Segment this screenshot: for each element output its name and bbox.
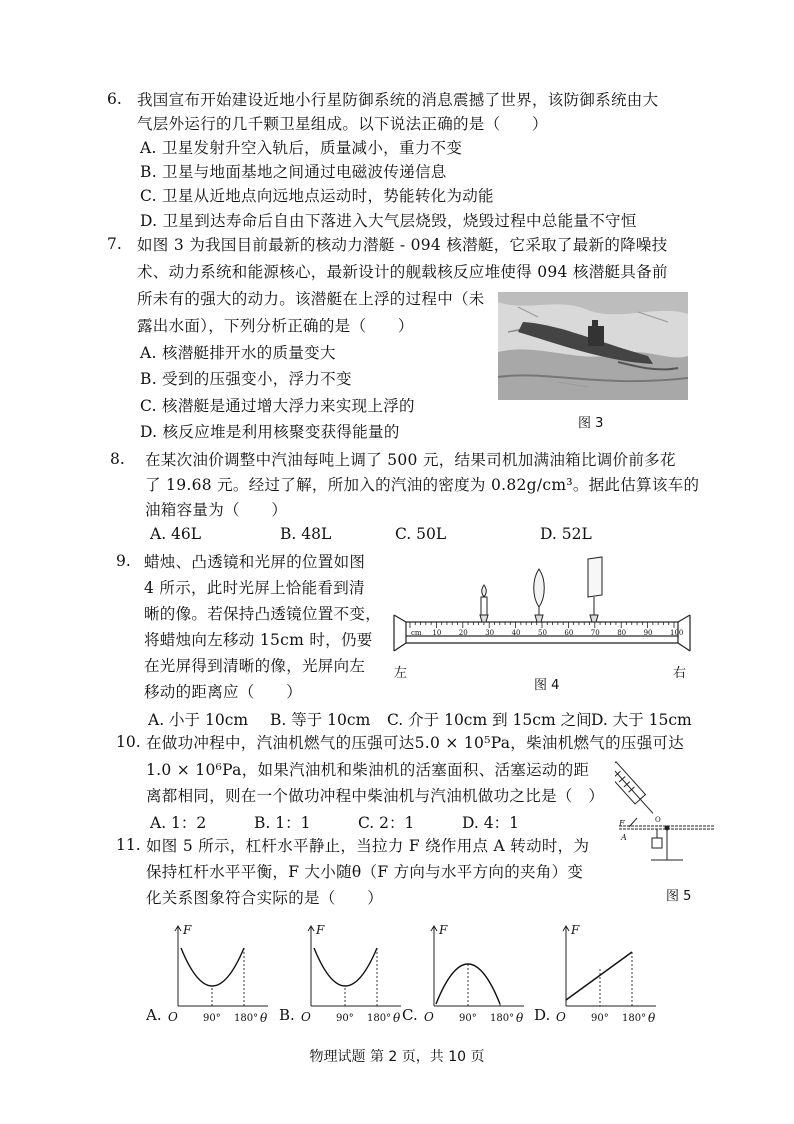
f-curve xyxy=(181,948,244,986)
q10-option-c: C. 2：1 xyxy=(358,814,415,832)
q9-stem-line4: 将蜡烛向左移动 15cm 时，仍要 xyxy=(144,631,373,649)
tick-90-label: 90° xyxy=(203,1013,221,1024)
svg-text:O: O xyxy=(655,816,661,824)
q8-stem-line3: 油箱容量为（ ） xyxy=(145,501,288,519)
f-theta-graph-d xyxy=(528,918,663,1030)
lever-figure xyxy=(615,758,720,868)
q10-option-b: B. 1：1 xyxy=(254,814,311,832)
q9-option-c: C. 介于 10cm 到 15cm 之间 xyxy=(387,711,592,729)
bench-left-label: 左 xyxy=(394,666,408,681)
bench-tick-label: 70 xyxy=(590,629,600,637)
tick-180-label: 180° xyxy=(622,1013,647,1024)
svg-text:A: A xyxy=(621,833,627,842)
submarine-photo xyxy=(498,292,688,400)
q6-option-c: C. 卫星从近地点向远地点运动时，势能转化为动能 xyxy=(140,187,494,205)
axis-x-label: θ xyxy=(648,1011,656,1025)
q10-stem-line2: 1.0 × 10⁶Pa，如果汽油机和柴油机的活塞面积、活塞运动的距 xyxy=(146,761,590,779)
graph-option-label: C. xyxy=(402,1006,418,1024)
q9-stem-line6: 移动的距离应（ ） xyxy=(144,683,303,701)
q10-stem-line3: 离都相同，则在一个做功冲程中柴油机与汽油机做功之比是（ ） xyxy=(146,787,605,805)
q8-option-a: A. 46L xyxy=(150,525,202,543)
tick-90-label: 90° xyxy=(459,1013,477,1024)
f-theta-graph-a xyxy=(140,918,275,1030)
q9-stem-line1: 蜡烛、凸透镜和光屏的位置如图 xyxy=(144,553,366,571)
q6-stem-line1: 我国宣布开始建设近地小行星防御系统的消息震撼了世界，该防御系统由大 xyxy=(137,91,659,109)
f-curve xyxy=(566,952,632,1000)
graph-option-label: B. xyxy=(279,1006,295,1024)
q9-number: 9. xyxy=(116,552,131,570)
bench-tick-label: 50 xyxy=(538,629,547,637)
q11-stem-line3: 化关系图象符合实际的是（ ） xyxy=(146,889,384,907)
q9-stem-line5: 在光屏得到清晰的像，光屏向左 xyxy=(144,657,366,675)
bench-tick-label: 40 xyxy=(511,629,521,637)
axis-x-label: θ xyxy=(393,1011,401,1025)
tick-90-label: 90° xyxy=(336,1013,354,1024)
q8-stem-line2: 了 19.68 元。经过了解，所加入的汽油的密度为 0.82g/cm³。据此估算该车的 xyxy=(145,476,700,494)
q10-option-d: D. 4：1 xyxy=(462,814,519,832)
bench-tick-label: 80 xyxy=(617,629,627,637)
q8-stem-line1: 在某次油价调整中汽油每吨上调了 500 元，结果司机加满油箱比调价前多花 xyxy=(145,451,676,469)
q7-option-a: A. 核潜艇排开水的质量变大 xyxy=(140,344,336,362)
optical-bench-figure xyxy=(392,555,692,663)
q7-option-b: B. 受到的压强变小，浮力不变 xyxy=(140,370,352,388)
axis-y-label: F xyxy=(183,923,192,937)
axis-y-label: F xyxy=(316,923,325,937)
origin-label: O xyxy=(424,1010,434,1024)
f-curve xyxy=(314,948,377,986)
axis-y-label: F xyxy=(571,923,580,937)
light-screen xyxy=(588,557,602,622)
tick-180-label: 180° xyxy=(490,1013,515,1024)
q7-option-d: D. 核反应堆是利用核聚变获得能量的 xyxy=(140,423,400,441)
axis-x-label: θ xyxy=(516,1011,524,1025)
q7-option-c: C. 核潜艇是通过增大浮力来实现上浮的 xyxy=(140,397,415,415)
q6-option-d: D. 卫星到达寿命后自由下落进入大气层烧毁，烧毁过程中总能量不守恒 xyxy=(140,212,637,230)
figure-4-caption: 图 4 xyxy=(534,678,560,693)
q9-option-d: D. 大于 15cm xyxy=(591,711,692,729)
q9-stem-line3: 晰的像。若保持凸透镜位置不变， xyxy=(144,605,382,623)
figure-3-caption: 图 3 xyxy=(578,416,604,431)
q6-number: 6. xyxy=(107,90,122,108)
q11-number: 11. xyxy=(116,836,141,854)
f-theta-graph-c xyxy=(396,918,531,1030)
graph-option-label: D. xyxy=(534,1006,551,1024)
origin-label: O xyxy=(168,1010,178,1024)
axis-x-label: θ xyxy=(260,1011,268,1025)
q10-option-a: A. 1：2 xyxy=(150,814,207,832)
q8-option-b: B. 48L xyxy=(280,525,332,543)
page-footer: 物理试题 第 2 页，共 10 页 xyxy=(309,1049,485,1065)
q7-stem-line3: 所未有的强大的动力。该潜艇在上浮的过程中（未 xyxy=(137,290,485,308)
bench-tick-label: 20 xyxy=(458,629,468,637)
bench-tick-label: 60 xyxy=(564,629,574,637)
f-theta-graph-b xyxy=(273,918,408,1030)
q7-stem-line2: 术、动力系统和能源核心，最新设计的舰载核反应堆使得 094 核潜艇具备前 xyxy=(137,263,668,281)
bench-tick-label: 100 xyxy=(670,629,684,637)
bench-right-label: 右 xyxy=(673,666,687,681)
svg-text:F: F xyxy=(619,819,625,828)
q8-option-d: D. 52L xyxy=(540,525,592,543)
q7-stem-line1: 如图 3 为我国目前最新的核动力潜艇 - 094 核潜艇，它采取了最新的降噪技 xyxy=(137,236,668,254)
bench-tick-label: 10 xyxy=(432,629,442,637)
q9-option-a: A. 小于 10cm xyxy=(148,711,249,729)
axis-y-label: F xyxy=(439,923,448,937)
tick-180-label: 180° xyxy=(234,1013,259,1024)
origin-label: O xyxy=(301,1010,311,1024)
q9-stem-line2: 4 所示，此时光屏上恰能看到清 xyxy=(144,579,365,597)
candle xyxy=(480,585,488,622)
tick-90-label: 90° xyxy=(591,1013,609,1024)
bench-tick-label: 90 xyxy=(643,629,653,637)
q11-graphs xyxy=(140,918,680,1030)
convex-lens xyxy=(534,569,545,622)
graph-option-label: A. xyxy=(146,1006,162,1024)
q9-option-b: B. 等于 10cm xyxy=(270,711,371,729)
bench-tick-label: cm xyxy=(411,629,422,637)
q8-number: 8. xyxy=(110,450,125,468)
q11-stem-line1: 如图 5 所示，杠杆水平静止，当拉力 F 绕作用点 A 转动时，为 xyxy=(146,837,590,855)
q8-option-c: C. 50L xyxy=(395,525,447,543)
origin-label: O xyxy=(556,1010,566,1024)
figure-5-caption: 图 5 xyxy=(666,889,692,904)
q11-stem-line2: 保持杠杆水平平衡，F 大小随θ（F 方向与水平方向的夹角）变 xyxy=(146,863,584,881)
q10-number: 10. xyxy=(116,733,141,751)
q6-stem-line2: 气层外运行的几千颗卫星组成。以下说法正确的是（ ） xyxy=(137,115,548,133)
q7-number: 7. xyxy=(107,235,122,253)
q10-stem-line1: 在做功冲程中，汽油机燃气的压强可达5.0 × 10⁵Pa，柴油机燃气的压强可达 xyxy=(146,734,685,752)
q6-option-b: B. 卫星与地面基地之间通过电磁波传递信息 xyxy=(140,163,447,181)
bench-tick-label: 30 xyxy=(485,629,495,637)
tick-180-label: 180° xyxy=(367,1013,392,1024)
q7-stem-line4: 露出水面），下列分析正确的是（ ） xyxy=(137,317,414,335)
q6-option-a: A. 卫星发射升空入轨后，质量减小，重力不变 xyxy=(140,139,463,157)
